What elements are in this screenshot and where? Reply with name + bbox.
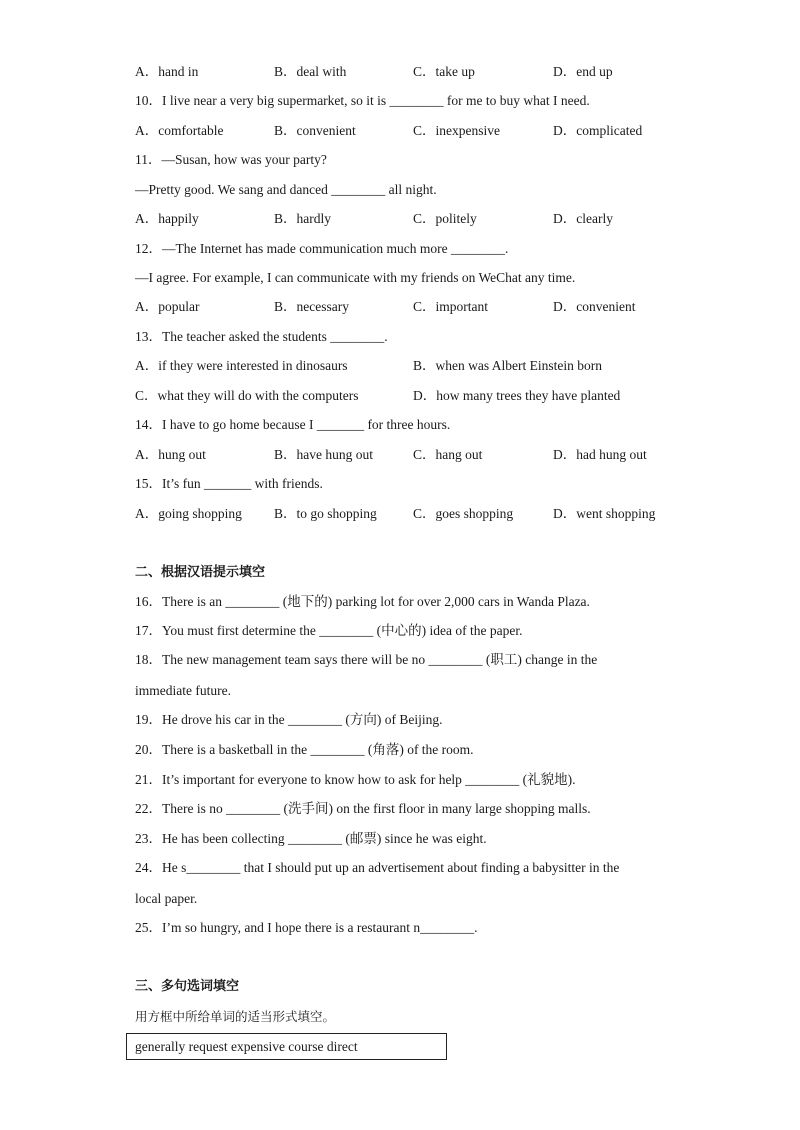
q22-item: 22．There is no ________ (洗手间) on the first floor in many large shopping malls.: [135, 801, 591, 816]
q11-option-a: A．happily: [135, 211, 199, 226]
q17-item: 17．You must first determine the ________ (中心的) idea of the paper.: [135, 623, 523, 638]
q20-item: 20．There is a basketball in the ________ (角落) of the room.: [135, 742, 474, 757]
q12-option-b: B．necessary: [274, 299, 349, 314]
q16-item: 16．There is an ________ (地下的) parking lot for over 2,000 cars in Wanda Plaza.: [135, 594, 590, 609]
q25-item: 25．I’m so hungry, and I hope there is a restaurant n________.: [135, 920, 478, 935]
q9-option-b: B．deal with: [274, 64, 347, 79]
q11-option-d: D．clearly: [553, 211, 613, 226]
q10-stem: 10．I live near a very big supermarket, so it is ________ for me to buy what I need.: [135, 93, 590, 108]
q9-option-c: C．take up: [413, 64, 475, 79]
q15-option-c: C．goes shopping: [413, 506, 514, 521]
q9-option-a: A．hand in: [135, 64, 199, 79]
q10-option-c: C．inexpensive: [413, 123, 500, 138]
q13-option-b: B．when was Albert Einstein born: [413, 358, 602, 373]
q13-stem: 13．The teacher asked the students ________.: [135, 329, 388, 344]
section3-instruction: 用方框中所给单词的适当形式填空。: [135, 1009, 336, 1024]
q12-line2: —I agree. For example, I can communicate with my friends on WeChat any time.: [135, 270, 576, 285]
q15-option-a: A．going shopping: [135, 506, 242, 521]
q14-option-b: B．have hung out: [274, 447, 373, 462]
q13-option-d: D．how many trees they have planted: [413, 388, 621, 403]
q12-stem: 12．—The Internet has made communication much more ________.: [135, 241, 509, 256]
q12-option-a: A．popular: [135, 299, 200, 314]
q12-option-d: D．convenient: [553, 299, 636, 314]
q10-option-a: A．comfortable: [135, 123, 224, 138]
q14-stem: 14．I have to go home because I _______ for three hours.: [135, 417, 451, 432]
q24-item-continued: local paper.: [135, 891, 198, 906]
q18-item: 18．The new management team says there will be no ________ (职工) change in the: [135, 652, 598, 667]
q14-option-c: C．hang out: [413, 447, 483, 462]
word-box-text: generally request expensive course direct: [135, 1039, 358, 1054]
q12-option-c: C．important: [413, 299, 488, 314]
q19-item: 19．He drove his car in the ________ (方向) of Beijing.: [135, 712, 443, 727]
q23-item: 23．He has been collecting ________ (邮票) since he was eight.: [135, 831, 487, 846]
q14-option-d: D．had hung out: [553, 447, 647, 462]
q11-option-c: C．politely: [413, 211, 477, 226]
q21-item: 21．It’s important for everyone to know how to ask for help ________ (礼貌地).: [135, 772, 576, 787]
q13-option-a: A．if they were interested in dinosaurs: [135, 358, 348, 373]
q15-option-b: B．to go shopping: [274, 506, 377, 521]
q10-option-d: D．complicated: [553, 123, 643, 138]
q9-option-d: D．end up: [553, 64, 613, 79]
q11-line2: —Pretty good. We sang and danced ________ all night.: [135, 182, 437, 197]
q15-option-d: D．went shopping: [553, 506, 656, 521]
q13-option-c: C．what they will do with the computers: [135, 388, 359, 403]
q14-option-a: A．hung out: [135, 447, 206, 462]
q15-stem: 15．It’s fun _______ with friends.: [135, 476, 323, 491]
section3-heading: 三、多句选词填空: [135, 979, 240, 994]
section2-heading: 二、根据汉语提示填空: [135, 565, 266, 580]
q18-item-continued: immediate future.: [135, 683, 231, 698]
q11-option-b: B．hardly: [274, 211, 331, 226]
q24-item: 24．He s________ that I should put up an advertisement about finding a babysitter in the: [135, 860, 620, 875]
word-box: [126, 1033, 447, 1060]
q10-option-b: B．convenient: [274, 123, 356, 138]
q11-stem: 11．—Susan, how was your party?: [135, 152, 327, 167]
